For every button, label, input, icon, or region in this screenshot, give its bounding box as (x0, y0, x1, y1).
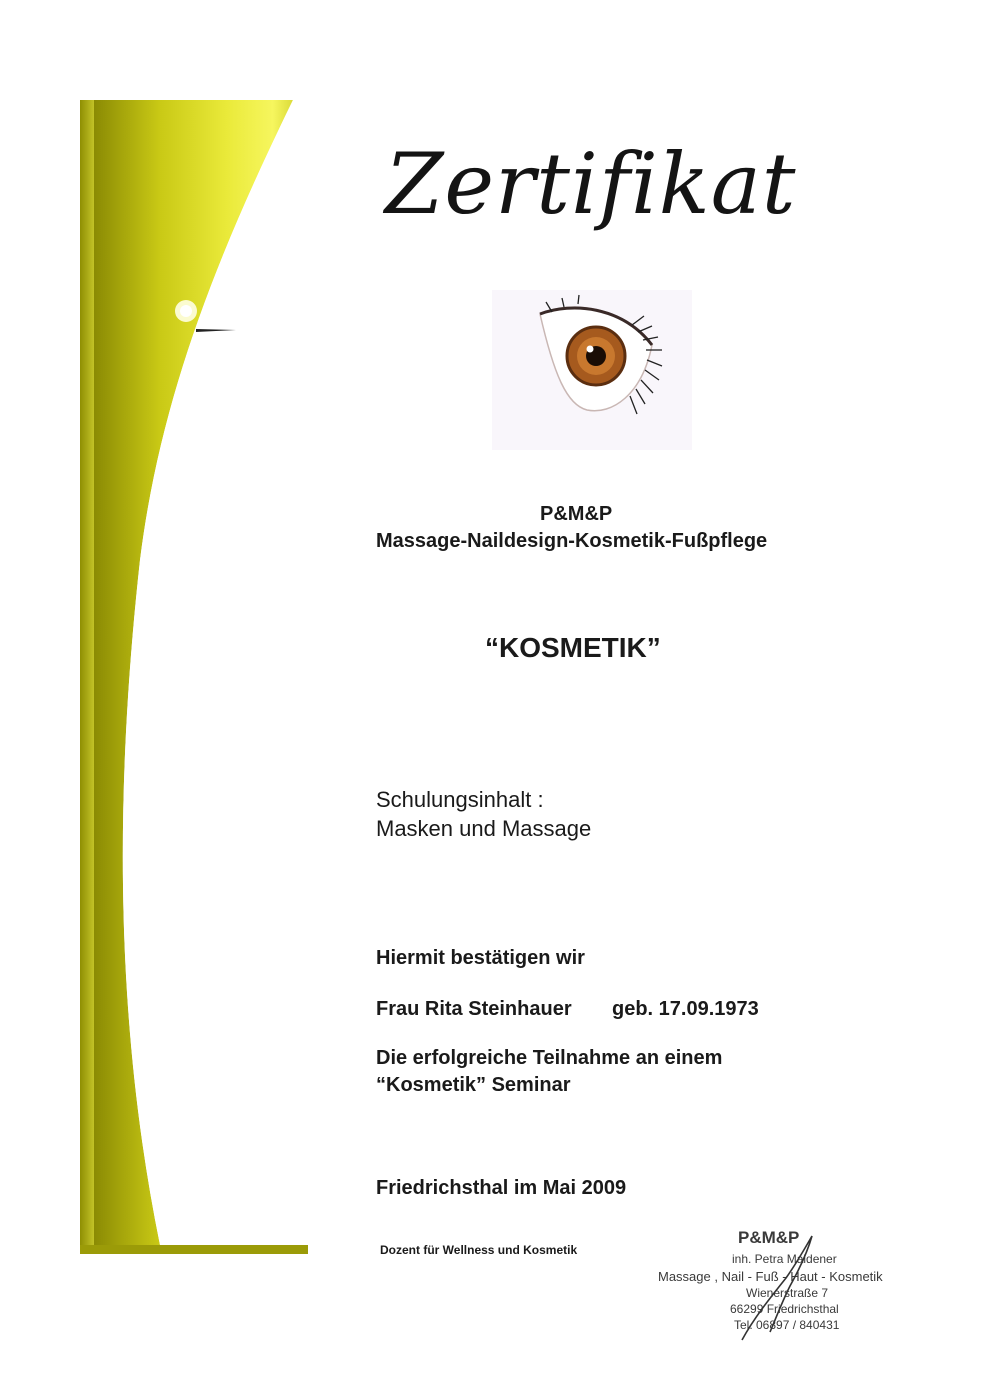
stamp-owner: inh. Petra Maldener (732, 1252, 837, 1266)
participant-name: Frau Rita Steinhauer (376, 998, 572, 1020)
content-label: Schulungsinhalt : (376, 787, 544, 812)
place-date: Friedrichsthal im Mai 2009 (376, 1177, 627, 1199)
participation-line-2: “Kosmetik” Seminar (376, 1074, 571, 1096)
content-value: Masken und Massage (376, 816, 592, 841)
birth-date: geb. 17.09.1973 (612, 998, 759, 1020)
eye-illustration (492, 290, 692, 450)
instructor-role: Dozent für Wellness und Kosmetik (380, 1243, 578, 1257)
stamp-phone: Tel. 06897 / 840431 (734, 1318, 840, 1332)
company-services: Massage-Naildesign-Kosmetik-Fußpflege (376, 530, 768, 552)
confirmation-line: Hiermit bestätigen wir (376, 947, 585, 969)
stamp-services: Massage , Nail - Fuß - Haut - Kosmetik (658, 1269, 883, 1284)
stamp-city: 66299 Friedrichsthal (730, 1302, 839, 1316)
certificate-title: Zertifikat (385, 135, 797, 233)
stamp-street: Wienerstraße 7 (746, 1286, 829, 1300)
participation-line-1: Die erfolgreiche Teilnahme an einem (376, 1047, 723, 1069)
signature (734, 1228, 844, 1346)
company-name: P&M&P (540, 503, 613, 525)
course-title: “KOSMETIK” (485, 632, 661, 663)
stamp-company: P&M&P (738, 1228, 800, 1247)
decorative-band (0, 0, 320, 1260)
